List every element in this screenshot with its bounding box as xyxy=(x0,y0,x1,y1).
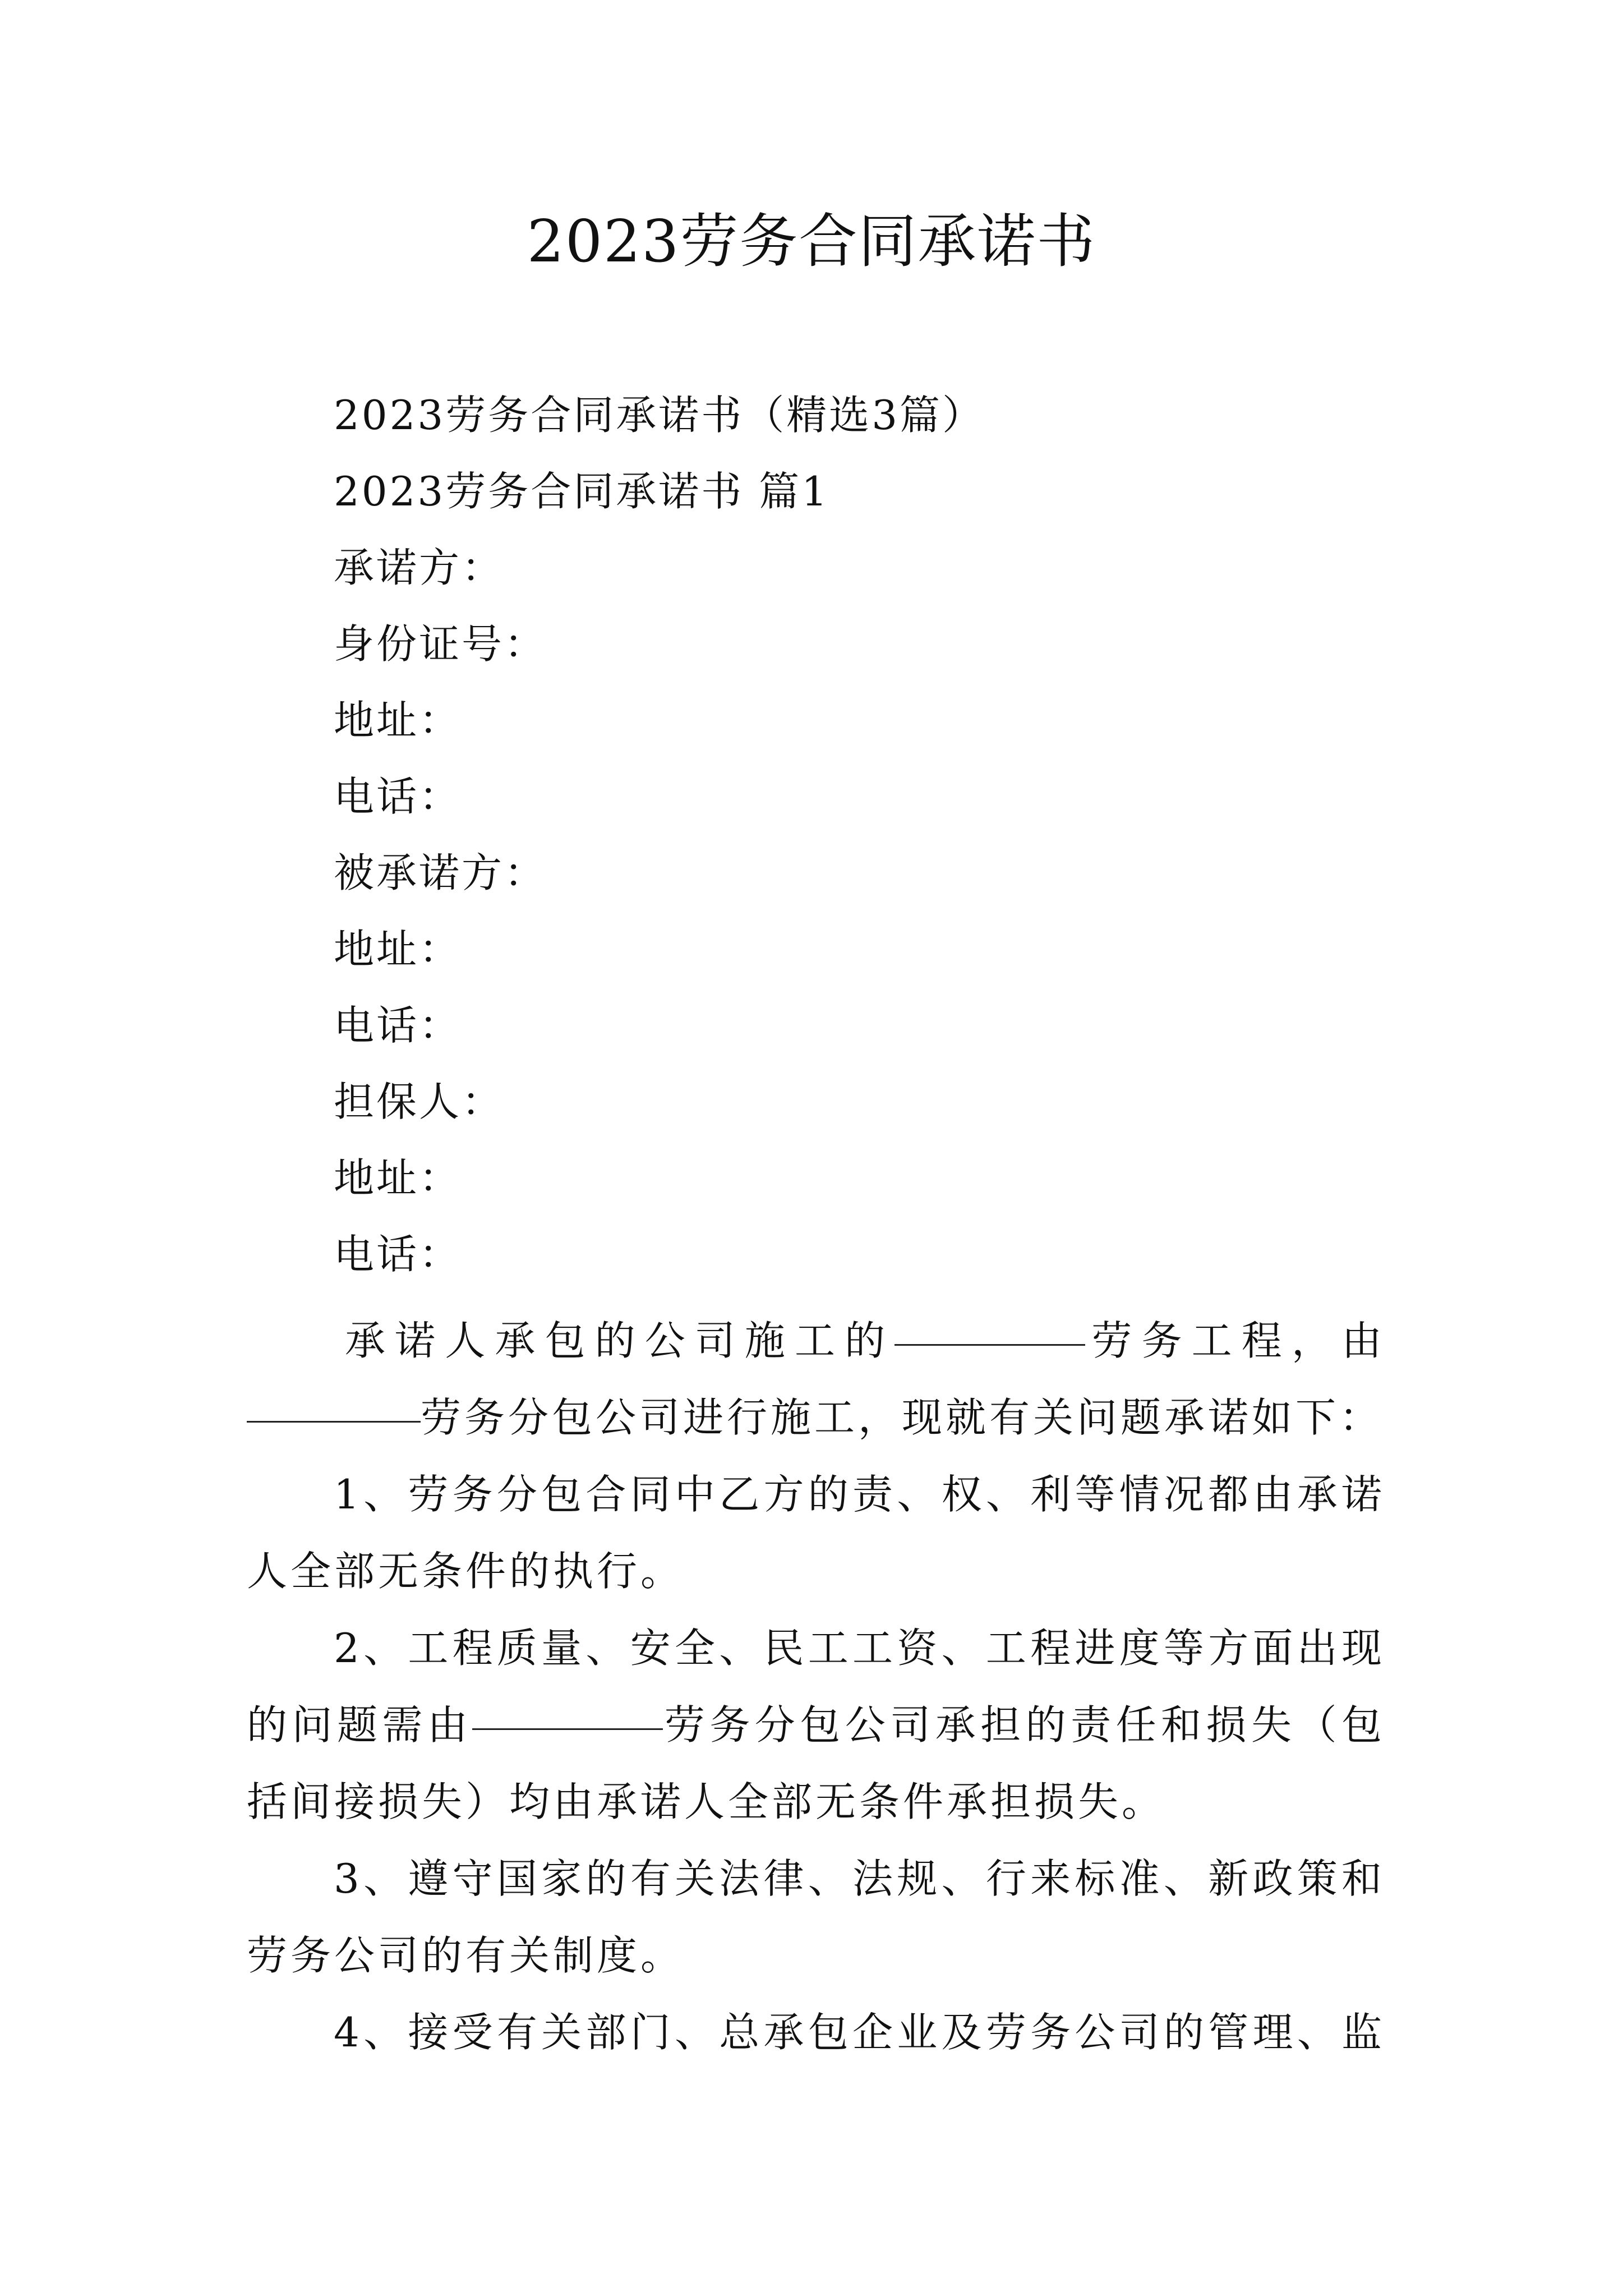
intro-line-1 xyxy=(247,1303,1385,1379)
field-guarantor: 担保人： xyxy=(334,1078,505,1125)
item-2-line-2 xyxy=(247,1687,1385,1764)
blank-subcontractor-name xyxy=(472,1687,663,1730)
item-2-text-a: 的问题需由 xyxy=(247,1701,473,1749)
field-promisor-phone: 电话： xyxy=(334,773,462,820)
intro-text-2: 劳务工程，由 xyxy=(1085,1317,1385,1364)
item-2-paragraph xyxy=(247,1610,1385,1841)
field-promisor-address: 地址： xyxy=(334,697,462,744)
intro-line-2 xyxy=(247,1379,1385,1456)
field-promisee: 被承诺方： xyxy=(334,849,547,896)
item-1-line-2: 人全部无条件的执行。 xyxy=(247,1548,685,1595)
item-2-line-3: 括间接损失）均由承诺人全部无条件承担损失。 xyxy=(247,1778,1166,1825)
field-guarantor-address: 地址： xyxy=(334,1154,462,1202)
intro-text-3: 劳务分包公司进行施工，现就有关问题承诺如下： xyxy=(421,1394,1384,1441)
document-subtitle: 2023劳务合同承诺书（精选3篇） xyxy=(334,392,985,439)
intro-paragraph xyxy=(247,1303,1385,1456)
item-4-line-1: 4、接受有关部门、总承包企业及劳务公司的管理、监 xyxy=(334,2009,1385,2056)
item-1-paragraph xyxy=(247,1456,1385,1610)
field-guarantor-phone: 电话： xyxy=(334,1231,462,1278)
field-promisor: 承诺方： xyxy=(334,544,505,591)
section-heading: 2023劳务合同承诺书 篇1 xyxy=(334,468,829,515)
item-2-text-b: 劳务分包公司承担的责任和损失（包 xyxy=(663,1701,1385,1749)
document-title: 2023劳务合同承诺书 xyxy=(527,207,1096,275)
blank-company-name xyxy=(247,1379,421,1423)
field-promisee-phone: 电话： xyxy=(334,1002,462,1049)
item-1-line-1: 1、劳务分包合同中乙方的责、权、利等情况都由承诺 xyxy=(334,1471,1385,1518)
item-3-line-1: 3、遵守国家的有关法律、法规、行来标准、新政策和 xyxy=(334,1855,1385,1902)
item-4-paragraph xyxy=(247,1994,1385,2071)
intro-text-1: 承诺人承包的公司施工的 xyxy=(345,1317,895,1364)
item-3-paragraph xyxy=(247,1841,1385,1994)
blank-project-name xyxy=(895,1303,1085,1346)
field-promisee-address: 地址： xyxy=(334,926,462,973)
field-id-number: 身份证号： xyxy=(334,620,547,668)
item-2-line-1: 2、工程质量、安全、民工工资、工程进度等方面出现 xyxy=(334,1625,1385,1672)
item-3-line-2: 劳务公司的有关制度。 xyxy=(247,1932,685,1979)
